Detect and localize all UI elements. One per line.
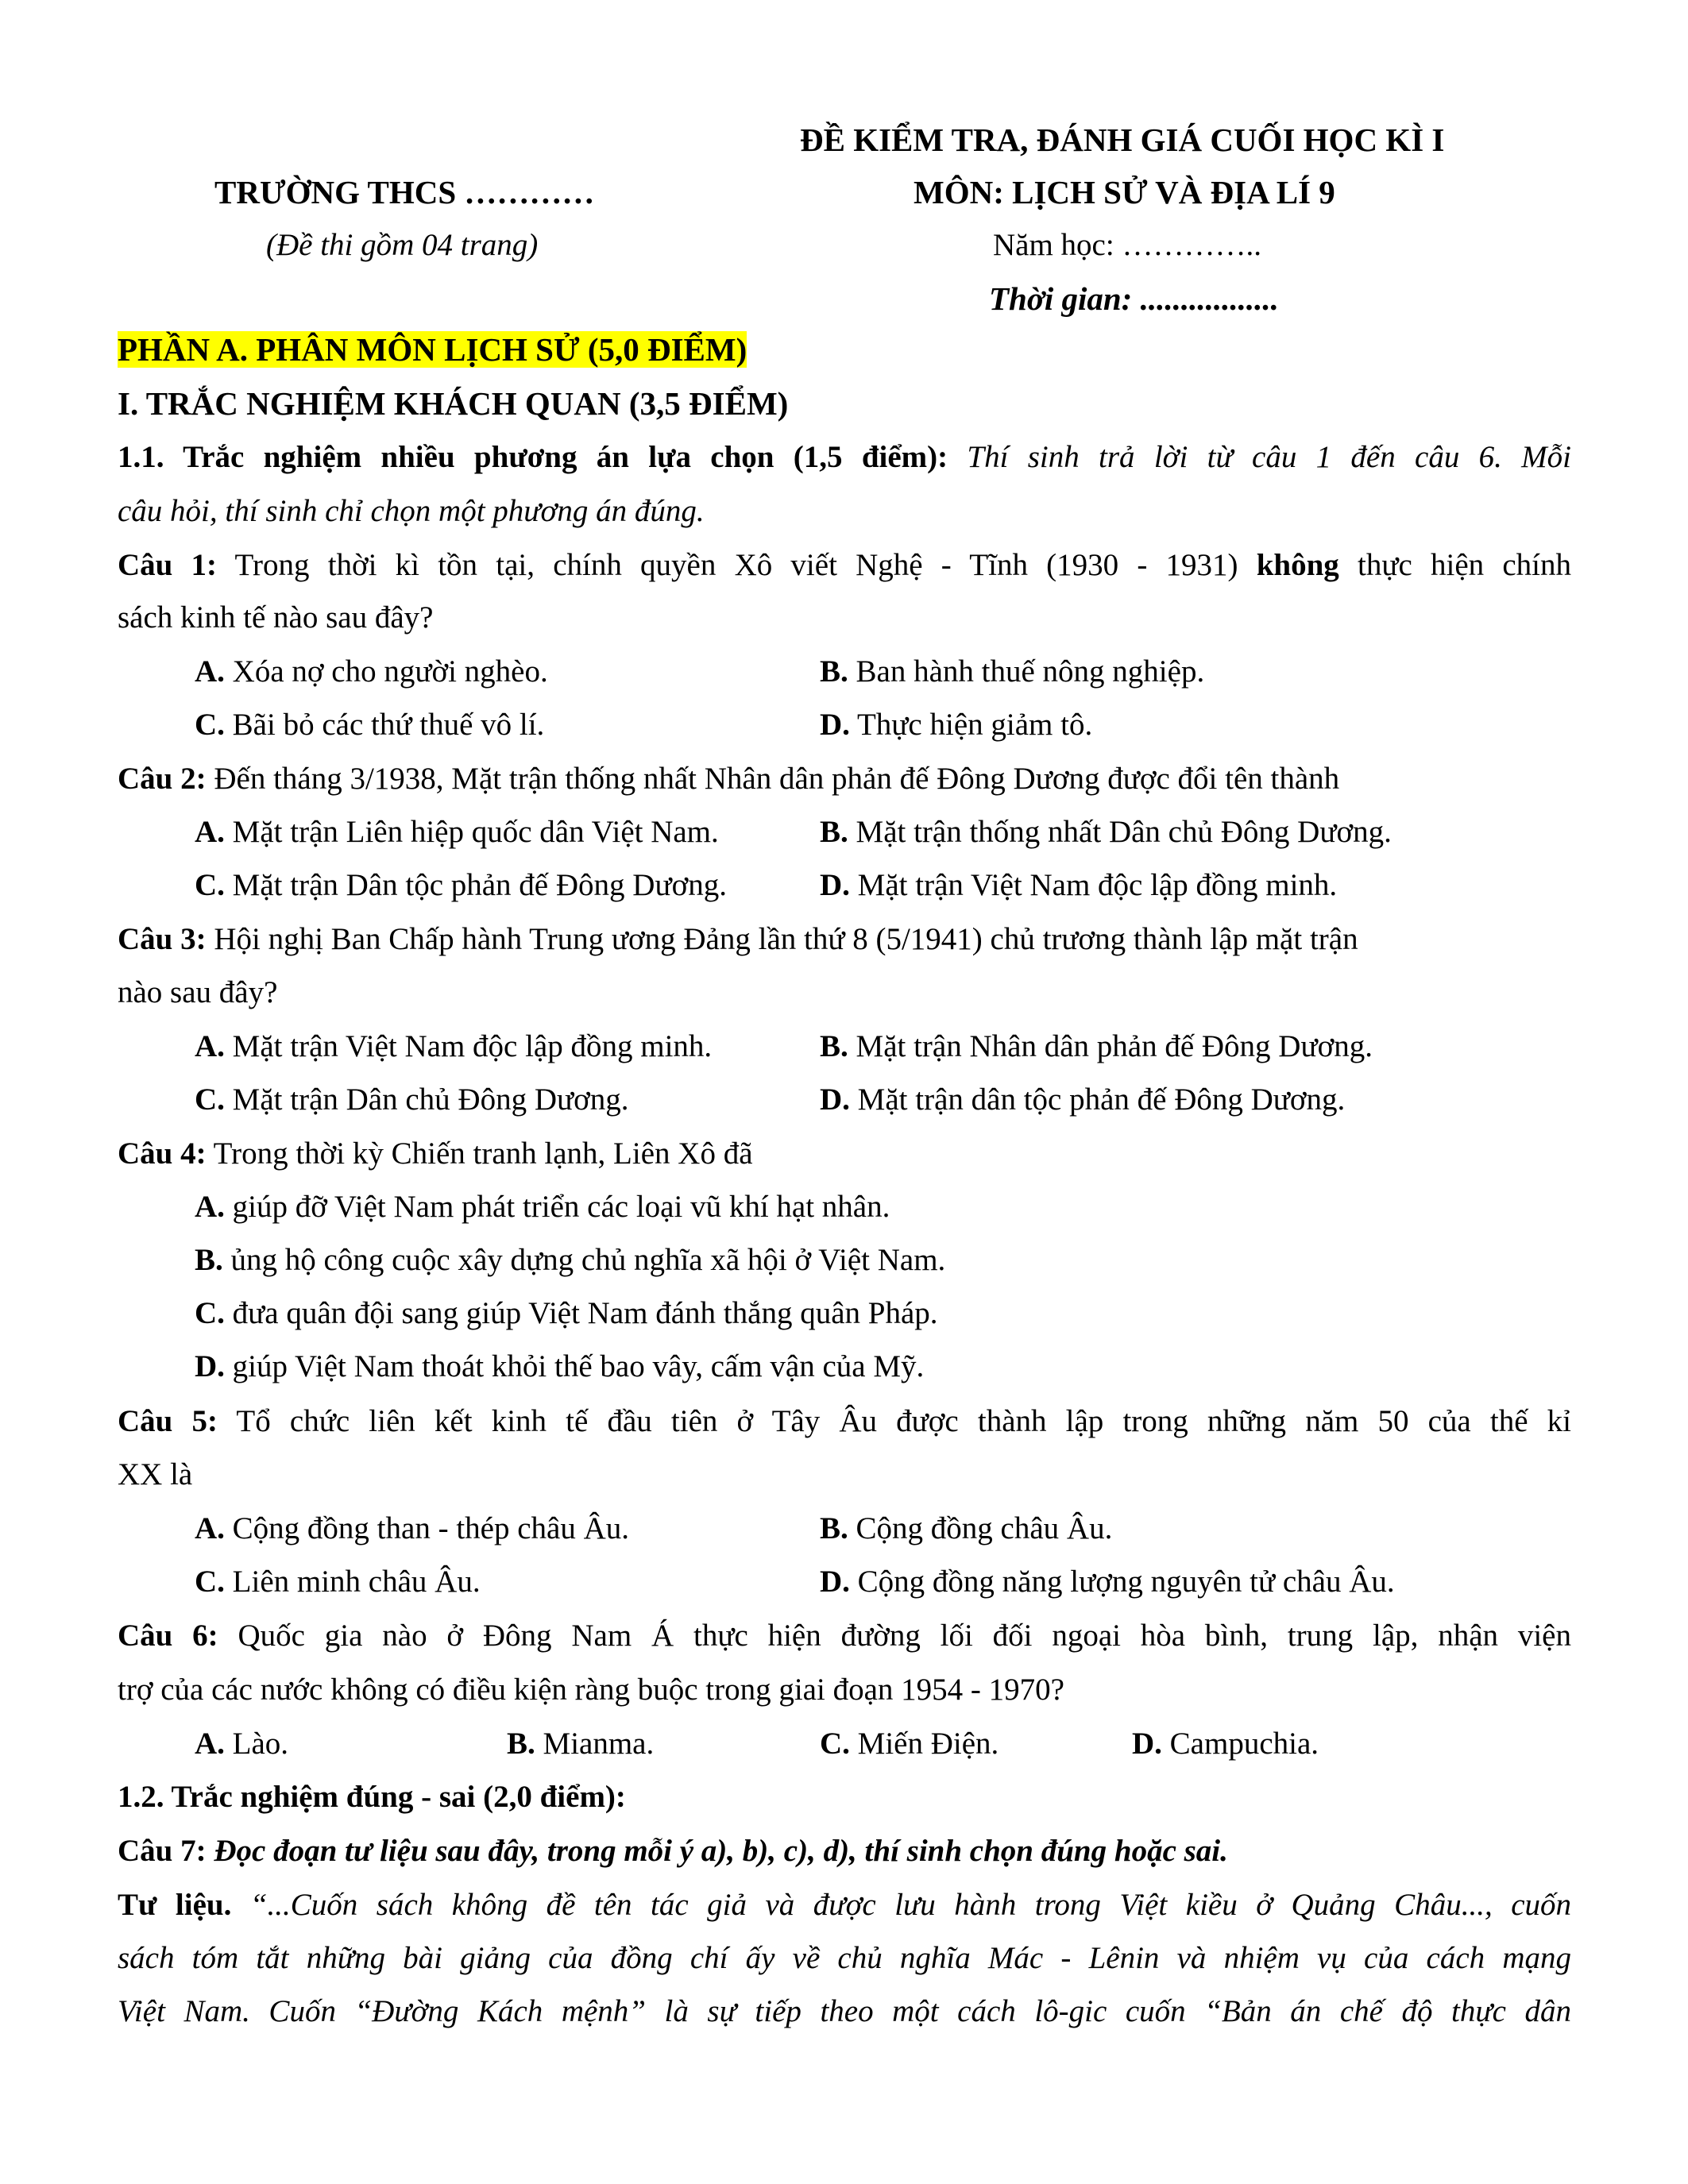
question-4-option-a: A. giúp đỡ Việt Nam phát triển các loại vũ khí hạt nhân. bbox=[195, 1190, 890, 1224]
question-3-line-2: nào sau đây? bbox=[118, 975, 278, 1009]
question-1-line-1 bbox=[118, 550, 1571, 581]
question-2-text: Đến tháng 3/1938, Mặt trận thống nhất Nhân dân phản đế Đông Dương được đổi tên thành bbox=[206, 762, 1340, 796]
source-label: Tư liệu. bbox=[118, 1888, 232, 1922]
exam-time: Thời gian: ................. bbox=[989, 280, 1279, 317]
question-6-option-a: A. Lào. bbox=[195, 1727, 289, 1761]
question-1-label: Câu 1: bbox=[118, 548, 218, 582]
source-line-2: sách tóm tắt những bài giảng của đồng chí ấy về chủ nghĩa Mác - Lênin và nhiệm vụ của cách mạng bbox=[118, 1941, 1571, 1975]
question-5-text: Tổ chức liên kết kinh tế đầu tiên ở Tây Âu được thành lập trong những năm 50 của thế kỉ bbox=[217, 1404, 1571, 1438]
question-4-option-d: D. giúp Việt Nam thoát khỏi thế bao vây, cấm vận của Mỹ. bbox=[195, 1349, 925, 1383]
question-4-text: Trong thời kỳ Chiến tranh lạnh, Liên Xô đã bbox=[206, 1136, 753, 1171]
source-text-1: “...Cuốn sách không đề tên tác giả và được lưu hành trong Việt kiều ở Quảng Châu..., cuốn bbox=[231, 1888, 1571, 1922]
question-6-text: Quốc gia nào ở Đông Nam Á thực hiện đường lối đối ngoại hòa bình, trung lập, nhận viện bbox=[218, 1619, 1571, 1653]
question-1-text: Trong thời kì tồn tại, chính quyền Xô viết Nghệ - Tĩnh (1930 - 1931) bbox=[217, 548, 1257, 582]
school-year: Năm học: ………….. bbox=[993, 228, 1261, 262]
question-5-option-d: D. Cộng đồng năng lượng nguyên tử châu Âu. bbox=[820, 1565, 1395, 1599]
question-1-option-c: C. Bãi bỏ các thứ thuế vô lí. bbox=[195, 708, 545, 742]
question-1-option-a: A. Xóa nợ cho người nghèo. bbox=[195, 654, 548, 689]
question-2-label: Câu 2: bbox=[118, 762, 207, 796]
section-1-heading: I. TRẮC NGHIỆM KHÁCH QUAN (3,5 ĐIỂM) bbox=[118, 385, 789, 422]
question-5-option-a: A. Cộng đồng than - thép châu Âu. bbox=[195, 1511, 629, 1545]
source-line-1 bbox=[118, 1889, 1571, 1920]
question-6-option-b: B. Mianma. bbox=[507, 1727, 655, 1761]
sub-1-1-instruction: Thí sinh trả lời từ câu 1 đến câu 6. Mỗi bbox=[948, 440, 1571, 474]
question-3-label: Câu 3: bbox=[118, 922, 207, 956]
question-7-instruction: Đọc đoạn tư liệu sau đây, trong mỗi ý a), b), c), d), thí sinh chọn đúng hoặc sai. bbox=[206, 1834, 1228, 1868]
question-6-option-c: C. Miến Điện. bbox=[820, 1727, 999, 1761]
question-6-option-d: D. Campuchia. bbox=[1132, 1727, 1319, 1761]
question-5-line-2: XX là bbox=[118, 1457, 193, 1491]
question-4-option-c: C. đưa quân đội sang giúp Việt Nam đánh thắng quân Pháp. bbox=[195, 1296, 938, 1330]
question-4-option-b: B. ủng hộ công cuộc xây dựng chủ nghĩa xã hội ở Việt Nam. bbox=[195, 1243, 946, 1277]
question-4-label: Câu 4: bbox=[118, 1136, 207, 1171]
question-5-label: Câu 5: bbox=[118, 1404, 218, 1438]
question-6-label: Câu 6: bbox=[118, 1619, 218, 1653]
question-2-option-b: B. Mặt trận thống nhất Dân chủ Đông Dương. bbox=[820, 815, 1392, 849]
question-1-line-2: sách kinh tế nào sau đây? bbox=[118, 600, 434, 635]
question-3-text: Hội nghị Ban Chấp hành Trung ương Đảng lần thứ 8 (5/1941) chủ trương thành lập mặt trận bbox=[206, 922, 1358, 956]
sub-1-1-title: 1.1. Trắc nghiệm nhiều phương án lựa chọn (1,5 điểm): bbox=[118, 440, 948, 474]
sub-1-2-title: 1.2. Trắc nghiệm đúng - sai (2,0 điểm): bbox=[118, 1780, 626, 1814]
source-line-3: Việt Nam. Cuốn “Đường Kách mệnh” là sự tiếp theo một cách lô-gic cuốn “Bản án chế độ thực dân bbox=[118, 1994, 1571, 2028]
question-1-emphasis: không bbox=[1256, 548, 1339, 582]
subject-title: MÔN: LỊCH SỬ VÀ ĐỊA LÍ 9 bbox=[914, 174, 1335, 210]
school-name: TRƯỜNG THCS ………… bbox=[214, 174, 595, 210]
question-2-option-d: D. Mặt trận Việt Nam độc lập đồng minh. bbox=[820, 868, 1338, 902]
question-6-line-1 bbox=[118, 1620, 1571, 1651]
question-3-line-1 bbox=[118, 924, 1571, 955]
exam-title: ĐỀ KIỂM TRA, ĐÁNH GIÁ CUỐI HỌC KÌ I bbox=[800, 122, 1445, 158]
pages-note: (Đề thi gồm 04 trang) bbox=[266, 228, 539, 262]
question-2-line-1 bbox=[118, 763, 1571, 794]
sub-1-1-line-2: câu hỏi, thí sinh chỉ chọn một phương án đúng. bbox=[118, 494, 705, 528]
question-3-option-c: C. Mặt trận Dân chủ Đông Dương. bbox=[195, 1082, 629, 1117]
question-2-option-c: C. Mặt trận Dân tộc phản đế Đông Dương. bbox=[195, 868, 727, 902]
question-3-option-b: B. Mặt trận Nhân dân phản đế Đông Dương. bbox=[820, 1029, 1373, 1063]
question-7-label: Câu 7: bbox=[118, 1834, 207, 1868]
question-2-option-a: A. Mặt trận Liên hiệp quốc dân Việt Nam. bbox=[195, 815, 719, 849]
question-7-line bbox=[118, 1835, 1571, 1866]
question-3-option-a: A. Mặt trận Việt Nam độc lập đồng minh. bbox=[195, 1029, 713, 1063]
question-5-line-1 bbox=[118, 1406, 1571, 1437]
question-3-option-d: D. Mặt trận dân tộc phản đế Đông Dương. bbox=[820, 1082, 1346, 1117]
question-5-option-b: B. Cộng đồng châu Âu. bbox=[820, 1511, 1113, 1545]
question-1-text-end: thực hiện chính bbox=[1338, 548, 1571, 582]
part-a-title: PHẦN A. PHÂN MÔN LỊCH SỬ (5,0 ĐIỂM) bbox=[118, 331, 747, 368]
question-5-option-c: C. Liên minh châu Âu. bbox=[195, 1565, 481, 1599]
question-6-line-2: trợ của các nước không có điều kiện ràng buộc trong giai đoạn 1954 - 1970? bbox=[118, 1673, 1064, 1707]
question-4-line-1 bbox=[118, 1138, 1571, 1169]
question-1-option-d: D. Thực hiện giảm tô. bbox=[820, 708, 1093, 742]
question-1-option-b: B. Ban hành thuế nông nghiệp. bbox=[820, 654, 1205, 689]
sub-1-1-line-1 bbox=[118, 442, 1571, 473]
part-a-heading bbox=[118, 331, 1571, 368]
